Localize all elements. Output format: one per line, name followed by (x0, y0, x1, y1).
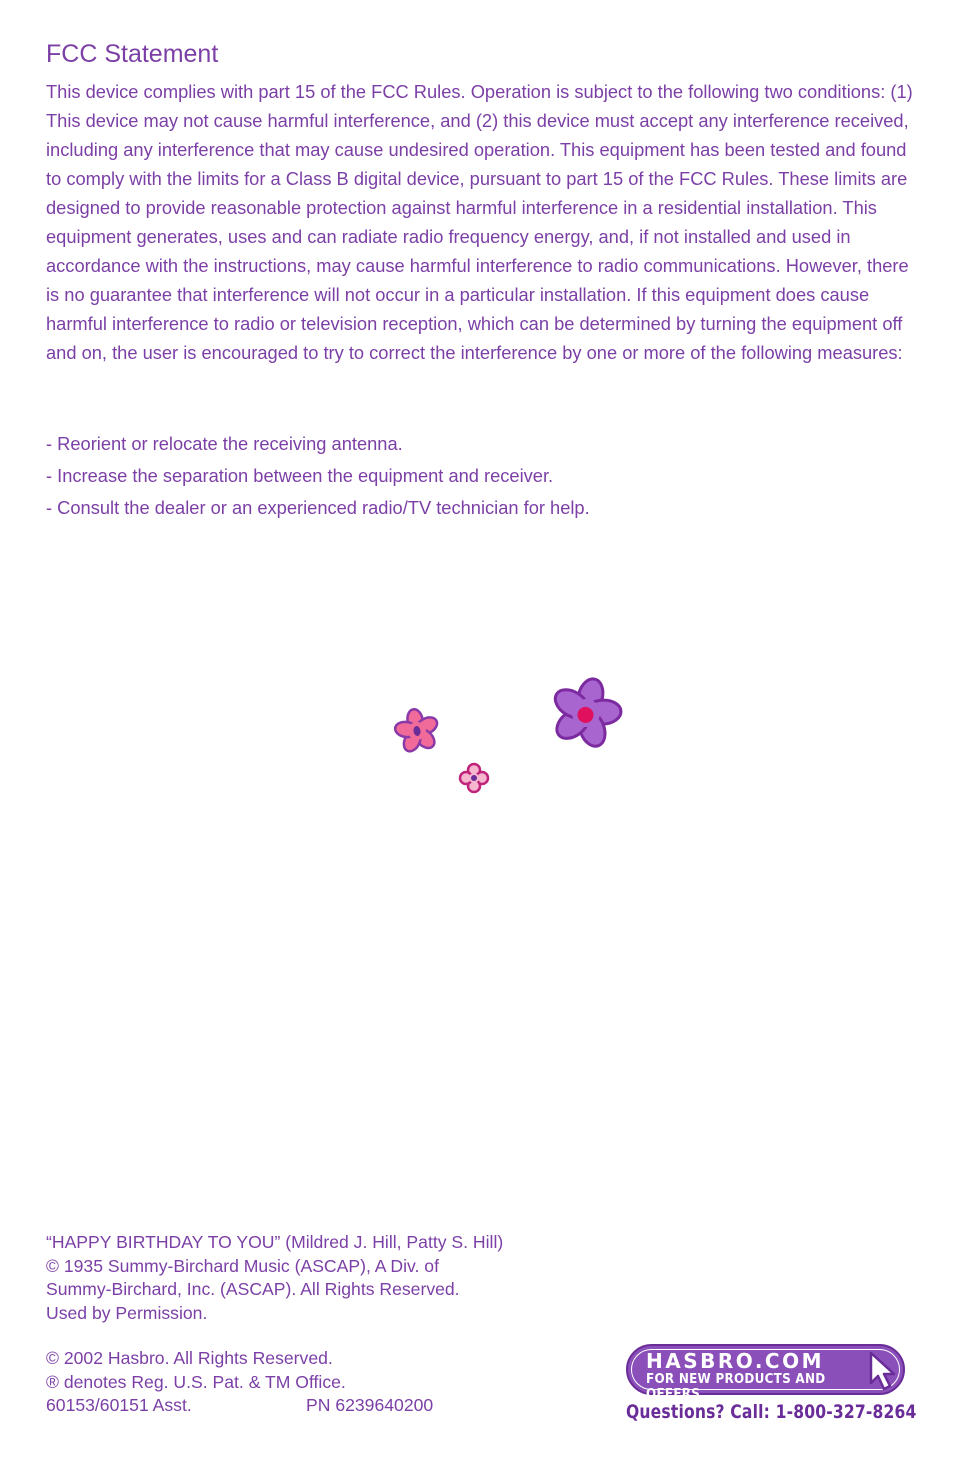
list-item: - Consult the dealer or an experienced radio/TV technician for help. (46, 497, 590, 518)
cursor-arrow-icon (865, 1349, 899, 1393)
page-title: FCC Statement (46, 40, 219, 68)
hasbro-tagline: FOR NEW PRODUCTS AND OFFERS (646, 1372, 826, 1402)
copyright-line: © 2002 Hasbro. All Rights Reserved. (46, 1348, 333, 1368)
list-item: - Reorient or relocate the receiving antenna. (46, 433, 403, 454)
hasbro-com-badge[interactable] (626, 1344, 905, 1402)
song-credit-line: Summy-Birchard, Inc. (ASCAP). All Rights Reserved. (46, 1279, 460, 1299)
song-credit-line: Used by Permission. (46, 1302, 208, 1323)
song-credit-line: “HAPPY BIRTHDAY TO YOU” (Mildred J. Hill, Patty S. Hill) (46, 1232, 504, 1252)
fcc-statement-text: This device complies with part 15 of the FCC Rules. Operation is subject to the following two conditions: (1) This device may not cause harmful interference, and (2) this device must accept any interference received, including any interference that may cause undesired operation. This equipment has been tested and found to comply with the limits for a Class B digital device, pursuant to part 15 of the FCC Rules. These limits are designed to provide reasonable protection against harmful interference in a residential installation. This equipment generates, uses and can radiate radio frequency energy, and, if not installed and used in accordance with the instructions, may cause harmful interference to radio communications. However, there is no guarantee that interference will not occur in a particular installation. If this equipment does cause harmful interference to radio or television reception, which can be determined by turning the equipment off and on, the user is encouraged to try to correct the interference by one or more of the following measures: (46, 81, 913, 363)
part-number: PN 6239640200 (306, 1395, 434, 1415)
assortment-number: 60153/60151 Asst. (46, 1395, 192, 1415)
flower-icon (541, 670, 631, 757)
flower-icon (390, 705, 443, 757)
questions-phone: Questions? Call: 1-800-327-8264 (626, 1401, 917, 1423)
song-credit (46, 1231, 503, 1325)
trademark-line: ® denotes Reg. U.S. Pat. & TM Office. (46, 1371, 346, 1392)
measures-list (46, 428, 590, 524)
flower-icon (460, 764, 488, 792)
copyright-block (46, 1347, 346, 1418)
song-credit-line: © 1935 Summy-Birchard Music (ASCAP), A Div. of (46, 1255, 439, 1276)
list-item: - Increase the separation between the equipment and receiver. (46, 465, 554, 486)
hasbro-site-label: HASBRO.COM (646, 1349, 825, 1373)
